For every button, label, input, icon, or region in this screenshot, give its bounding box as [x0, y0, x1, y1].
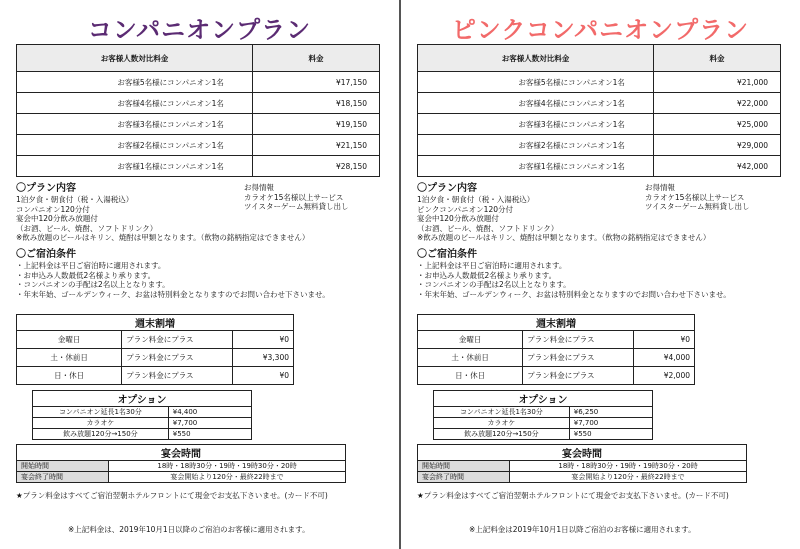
options-heading: オプション: [33, 391, 252, 407]
options-table: [433, 390, 653, 440]
table-row: [418, 472, 747, 483]
table-row: [418, 367, 695, 385]
option-price-cell: ¥6,250: [569, 407, 652, 418]
table-row: [418, 135, 781, 156]
banquet-label-cell: 開始時間: [17, 461, 109, 472]
price-table: [16, 44, 380, 177]
plan-line: ※飲み放題のビールはキリン、焼酎は甲類となります。（飲物の銘柄指定はできません）: [417, 233, 711, 242]
banquet-time-heading: 宴会時間: [418, 445, 747, 461]
surcharge-cell: ¥2,000: [634, 367, 695, 385]
perks-heading: お得情報: [645, 183, 675, 192]
option-name-cell: 飲み放題120分→150分: [434, 429, 570, 440]
table-row: [434, 429, 653, 440]
table-row: [418, 331, 695, 349]
perk-line: カラオケ15名様以上サービス: [645, 192, 745, 202]
note-cell: プラン料金にプラス: [523, 331, 634, 349]
banquet-time-heading: 宴会時間: [17, 445, 346, 461]
guest-ratio-cell: お客様5名様にコンパニオン1名: [17, 72, 253, 93]
plan-title: コンパニオンプラン: [87, 16, 312, 44]
banquet-label-cell: 開始時間: [418, 461, 510, 472]
price-cell: ¥19,150: [252, 114, 379, 135]
condition-line: ・上記料金は平日ご宿泊時に適用されます。: [417, 261, 567, 270]
condition-line: ・年末年始、ゴールデンウィーク、お盆は特別料金となりますのでお問い合わせ下さいませ。: [417, 289, 731, 299]
weekend-surcharge-table: [16, 314, 294, 385]
guest-ratio-cell: お客様5名様にコンパニオン1名: [418, 72, 654, 93]
note-cell: プラン料金にプラス: [523, 349, 634, 367]
payment-note: ★プラン料金はすべてご宿泊翌朝ホテルフロントにて現金でお支払下さいませ。(カード不可): [417, 491, 729, 500]
note-cell: プラン料金にプラス: [122, 367, 233, 385]
payment-note: ★プラン料金はすべてご宿泊翌朝ホテルフロントにて現金でお支払下さいませ。(カード不可): [16, 491, 328, 500]
table-row: [418, 349, 695, 367]
option-price-cell: ¥550: [569, 429, 652, 440]
price-table-header: [418, 45, 781, 72]
guest-ratio-cell: お客様2名様にコンパニオン1名: [17, 135, 253, 156]
perk-line: ツイスターゲーム無料貸し出し: [645, 202, 750, 211]
header-guest-ratio: お客様人数対比料金: [17, 45, 253, 72]
guest-ratio-cell: お客様1名様にコンパニオン1名: [418, 156, 654, 177]
price-cell: ¥42,000: [653, 156, 780, 177]
condition-line: ・お申込み人数最低2名様より承ります。: [16, 270, 156, 280]
banquet-value-cell: 18時・18時30分・19時・19時30分・20時: [109, 461, 346, 472]
table-row: [17, 367, 294, 385]
table-row: [418, 72, 781, 93]
price-table: [417, 44, 781, 177]
companion-plan-panel: [0, 0, 399, 549]
table-row: [434, 407, 653, 418]
perks-heading: お得情報: [244, 183, 274, 192]
header-price: 料金: [252, 45, 379, 72]
table-row: [17, 349, 294, 367]
surcharge-cell: ¥0: [634, 331, 695, 349]
perk-line: カラオケ15名様以上サービス: [244, 192, 344, 202]
guest-ratio-cell: お客様3名様にコンパニオン1名: [418, 114, 654, 135]
option-price-cell: ¥7,700: [168, 418, 251, 429]
perks-info: [244, 183, 349, 212]
stay-conditions-heading: 〇ご宿泊条件: [16, 249, 76, 260]
plan-line: （お酒、ビール、焼酎、ソフトドリンク）: [16, 223, 158, 233]
table-row: [17, 135, 380, 156]
condition-line: ・お申込み人数最低2名様より承ります。: [417, 270, 557, 280]
surcharge-cell: ¥3,300: [233, 349, 294, 367]
note-cell: プラン料金にプラス: [122, 331, 233, 349]
perks-info: [645, 183, 750, 212]
weekend-surcharge-heading: 週末割増: [418, 315, 695, 331]
price-cell: ¥28,150: [252, 156, 379, 177]
plan-line: 宴会中120分飲み放題付: [417, 214, 499, 223]
perk-line: ツイスターゲーム無料貸し出し: [244, 202, 349, 211]
table-row: [17, 472, 346, 483]
guest-ratio-cell: お客様1名様にコンパニオン1名: [17, 156, 253, 177]
table-row: [17, 156, 380, 177]
stay-conditions-heading: 〇ご宿泊条件: [417, 249, 477, 260]
banquet-time-table: [16, 444, 346, 483]
table-row: [418, 156, 781, 177]
condition-line: ・年末年始、ゴールデンウィーク、お盆は特別料金となりますのでお問い合わせ下さいませ。: [16, 289, 330, 299]
footer-note: ※上記料金は2019年10月1日以降ご宿泊のお客様に適用されます。: [469, 525, 696, 534]
table-row: [418, 114, 781, 135]
plan-line: ピンクコンパニオン120分付: [417, 204, 513, 214]
day-cell: 日・休日: [17, 367, 122, 385]
table-row: [17, 331, 294, 349]
guest-ratio-cell: お客様4名様にコンパニオン1名: [17, 93, 253, 114]
table-row: [17, 93, 380, 114]
table-row: [17, 72, 380, 93]
header-guest-ratio: お客様人数対比料金: [418, 45, 654, 72]
surcharge-cell: ¥0: [233, 331, 294, 349]
guest-ratio-cell: お客様2名様にコンパニオン1名: [418, 135, 654, 156]
option-price-cell: ¥4,400: [168, 407, 251, 418]
day-cell: 金曜日: [418, 331, 523, 349]
table-row: [418, 461, 747, 472]
surcharge-cell: ¥4,000: [634, 349, 695, 367]
price-cell: ¥25,000: [653, 114, 780, 135]
price-cell: ¥18,150: [252, 93, 379, 114]
condition-line: ・コンパニオンの手配は2名以上となります。: [16, 280, 170, 289]
day-cell: 日・休日: [418, 367, 523, 385]
price-cell: ¥29,000: [653, 135, 780, 156]
table-row: [33, 429, 252, 440]
header-price: 料金: [653, 45, 780, 72]
plan-line: 1泊夕食・朝食付（税・入湯税込）: [16, 195, 134, 204]
guest-ratio-cell: お客様4名様にコンパニオン1名: [418, 93, 654, 114]
table-row: [434, 418, 653, 429]
plan-line: 宴会中120分飲み放題付: [16, 214, 98, 223]
plan-title: ピンクコンパニオンプラン: [451, 16, 750, 44]
plan-line: （お酒、ビール、焼酎、ソフトドリンク）: [417, 223, 559, 233]
option-name-cell: コンパニオン延長1名30分: [434, 407, 570, 418]
price-cell: ¥21,150: [252, 135, 379, 156]
table-row: [418, 93, 781, 114]
day-cell: 土・休前日: [418, 349, 523, 367]
banquet-label-cell: 宴会終了時間: [17, 472, 109, 483]
plan-details-heading: 〇プラン内容: [16, 183, 76, 194]
price-cell: ¥21,000: [653, 72, 780, 93]
stay-conditions: [16, 249, 330, 299]
guest-ratio-cell: お客様3名様にコンパニオン1名: [17, 114, 253, 135]
plan-line: 1泊夕食・朝食付（税・入湯税込）: [417, 195, 535, 204]
condition-line: ・上記料金は平日ご宿泊時に適用されます。: [16, 261, 166, 270]
option-name-cell: カラオケ: [434, 418, 570, 429]
footer-note: ※上記料金は、2019年10月1日以降のご宿泊のお客様に適用されます。: [68, 525, 310, 534]
options-heading: オプション: [434, 391, 653, 407]
table-row: [17, 461, 346, 472]
weekend-surcharge-table: [417, 314, 695, 385]
price-cell: ¥17,150: [252, 72, 379, 93]
banquet-time-table: [417, 444, 747, 483]
banquet-value-cell: 18時・18時30分・19時・19時30分・20時: [510, 461, 747, 472]
note-cell: プラン料金にプラス: [122, 349, 233, 367]
plan-details-heading: 〇プラン内容: [417, 183, 477, 194]
plan-line: コンパニオン120分付: [16, 204, 90, 214]
stay-conditions: [417, 249, 731, 299]
option-name-cell: カラオケ: [33, 418, 169, 429]
price-table-header: [17, 45, 380, 72]
banquet-label-cell: 宴会終了時間: [418, 472, 510, 483]
table-row: [33, 418, 252, 429]
pink-companion-plan-panel: [401, 0, 800, 549]
option-name-cell: 飲み放題120分→150分: [33, 429, 169, 440]
banquet-value-cell: 宴会開始より120分・最終22時まで: [510, 472, 747, 483]
day-cell: 土・休前日: [17, 349, 122, 367]
weekend-surcharge-heading: 週末割増: [17, 315, 294, 331]
price-cell: ¥22,000: [653, 93, 780, 114]
table-row: [33, 407, 252, 418]
surcharge-cell: ¥0: [233, 367, 294, 385]
options-table: [32, 390, 252, 440]
option-price-cell: ¥550: [168, 429, 251, 440]
plan-line: ※飲み放題のビールはキリン、焼酎は甲類となります。（飲物の銘柄指定はできません）: [16, 233, 310, 242]
table-row: [17, 114, 380, 135]
condition-line: ・コンパニオンの手配は2名以上となります。: [417, 280, 571, 289]
banquet-value-cell: 宴会開始より120分・最終22時まで: [109, 472, 346, 483]
day-cell: 金曜日: [17, 331, 122, 349]
option-name-cell: コンパニオン延長1名30分: [33, 407, 169, 418]
note-cell: プラン料金にプラス: [523, 367, 634, 385]
option-price-cell: ¥7,700: [569, 418, 652, 429]
